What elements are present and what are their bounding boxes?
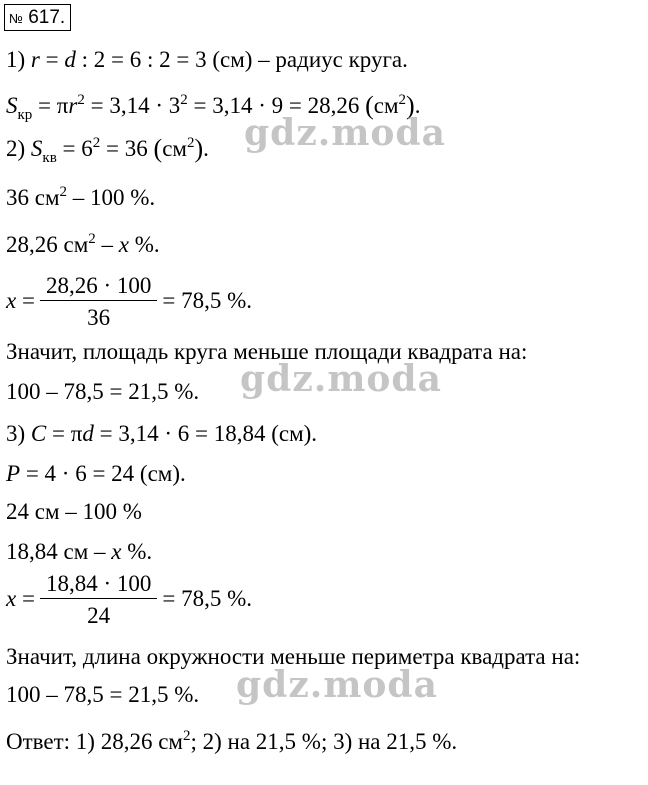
difference-1: 100 – 78,5 = 21,5 %. [6,379,200,404]
number-sign: № [9,11,23,26]
problem-number-badge [4,4,71,31]
problem-number: 617. [28,7,66,28]
proportion-line-4: 18,84 см – x %. [6,539,153,564]
proportion-line-3: 24 см – 100 % [6,499,142,524]
difference-2: 100 – 78,5 = 21,5 %. [6,682,200,707]
proportion-line-1: 36 $см^2 - 100$ %. [6,184,156,210]
fraction-equation-2: x = $\frac{18,84 \cdot 100}{24}$ = 78,5 %. [6,571,253,628]
watermark: gdz.moda [244,112,446,154]
watermark: gdz.moda [236,664,438,706]
circle-area-formula: $S_{кр} = \pi r^2 = 3,14 \cdot 3^2 = 3,14 \cdot 9 = 28,26$ $(см^2)$. [6,91,421,123]
conclusion-2: Значит, длина окружности меньше периметра квадрата на: [6,644,581,669]
fraction: $\frac{28,26 \cdot 100}{36}$ [40,274,157,329]
square-area-formula: 2) $S_{кв} = 6^2 = 36$ $(см^2)$. [6,134,209,166]
fraction: $\frac{18,84 \cdot 100}{24}$ [40,572,157,627]
circumference-formula: 3) C = πd = 3,14 · 6 = 18,84 (см). [6,421,318,446]
perimeter-formula: P = 4 · 6 = 24 (см). [6,461,186,486]
conclusion-1: Значит, площадь круга меньше площади квадрата на: [6,339,528,364]
watermark: gdz.moda [240,358,442,400]
fraction-equation-1: x = $\frac{28,26 \cdot 100}{36}$ = 78,5 %. [6,273,253,330]
answer-line: Ответ: 1) 28,26 $см^2$; 2) на 21,5 %; 3) на 21,5 %. [6,728,458,754]
step1-radius: 1) r = d : 2 = 6 : 2 = 3 (см) – радиус круга. [6,47,408,72]
proportion-line-2: 28,26 $см^2$ – x %. [6,231,160,257]
